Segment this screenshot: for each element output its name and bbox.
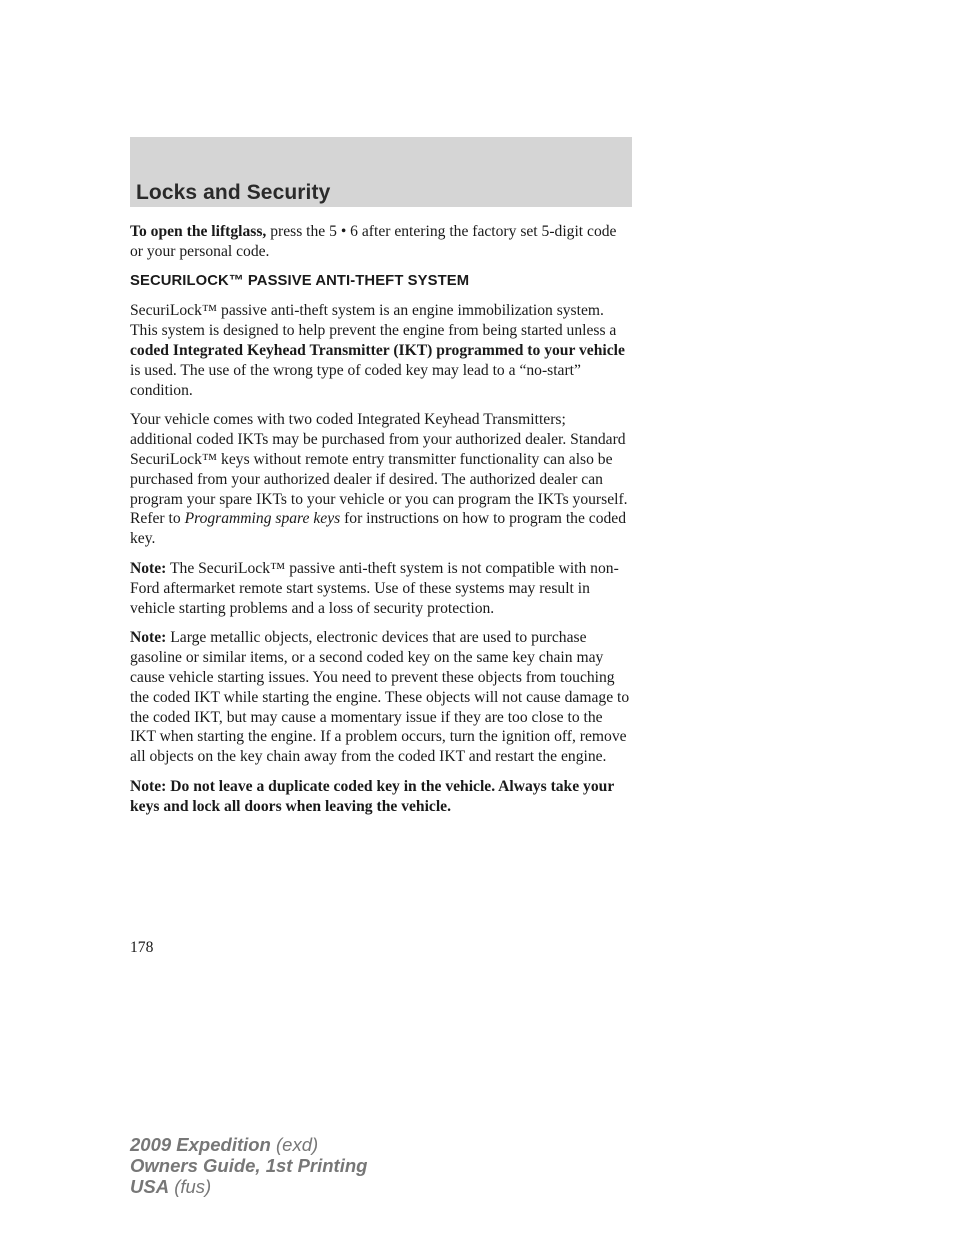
section-heading: SECURILOCK™ PASSIVE ANTI-THEFT SYSTEM	[130, 272, 470, 289]
note-duplicate-key	[130, 777, 632, 817]
footer-market-code: (fus)	[169, 1176, 212, 1197]
securilock-keys-paragraph	[130, 410, 632, 549]
note-label: Note:	[130, 559, 167, 577]
liftglass-text: press the 5 • 6 after entering the factory set 5-digit code or your personal code.	[130, 223, 617, 260]
intro-text-c: is used. The use of the wrong type of coded key may lead to a “no-start” condition.	[130, 361, 581, 399]
page-number: 178	[130, 939, 154, 956]
securilock-intro-paragraph	[130, 301, 632, 400]
main-content	[130, 222, 632, 827]
liftglass-lead: To open the liftglass,	[130, 223, 267, 240]
footer-line-1	[130, 1134, 367, 1155]
footer-model-code: (exd)	[270, 1134, 319, 1155]
note-metallic-objects	[130, 628, 632, 767]
intro-text-a: SecuriLock™ passive anti-theft system is an engine immobilization system. This system is designed to help prevent the engine from being started unless a	[130, 302, 617, 340]
footer-market: USA	[130, 1176, 170, 1197]
note-text: The SecuriLock™ passive anti-theft system is not compatible with non-Ford aftermarket remote start systems. Use of these systems may result in vehicle starting problems and a loss of security protection.	[130, 559, 619, 617]
footer-line-3	[130, 1176, 367, 1197]
liftglass-paragraph	[130, 222, 632, 262]
note-remote-start	[130, 559, 632, 618]
footer-model: 2009 Expedition	[130, 1134, 271, 1155]
intro-text-bold: coded Integrated Keyhead Transmitter (IKT) programmed to your vehicle	[130, 341, 625, 359]
footer-line-2	[130, 1155, 367, 1176]
note-label: Note:	[130, 629, 167, 647]
page-title: Locks and Security	[136, 181, 331, 204]
note-bold-text: Note: Do not leave a duplicate coded key in the vehicle. Always take your keys and lock all doors when leaving the vehicle.	[130, 777, 614, 815]
keys-text-c: for instructions on how to program the coded key.	[130, 510, 627, 548]
programming-spare-keys-reference: Programming spare keys	[184, 510, 341, 528]
footer-printing: Owners Guide, 1st Printing	[130, 1155, 368, 1176]
footer	[130, 1134, 367, 1197]
note-text: Large metallic objects, electronic devices that are used to purchase gasoline or similar items, or a second coded key on the same key chain may cause vehicle starting issues. You need to prevent these objects from touching the coded IKT while starting the engine. These objects will not cause damage to the coded IKT, but may cause a momentary issue if they are too close to the IKT when starting the engine. If a problem occurs, turn the ignition off, remove all objects on the key chain away from the coded IKT and restart the engine.	[130, 629, 630, 766]
keys-text-a: Your vehicle comes with two coded Integrated Keyhead Transmitters; additional coded IKTs may be purchased from your authorized dealer. Standard SecuriLock™ keys without remote entry transmitter functionality can also be purchased from your authorized dealer if desired. The authorized dealer can program your spare IKTs to your vehicle or you can program the IKTs yourself. Refer to	[130, 411, 628, 528]
